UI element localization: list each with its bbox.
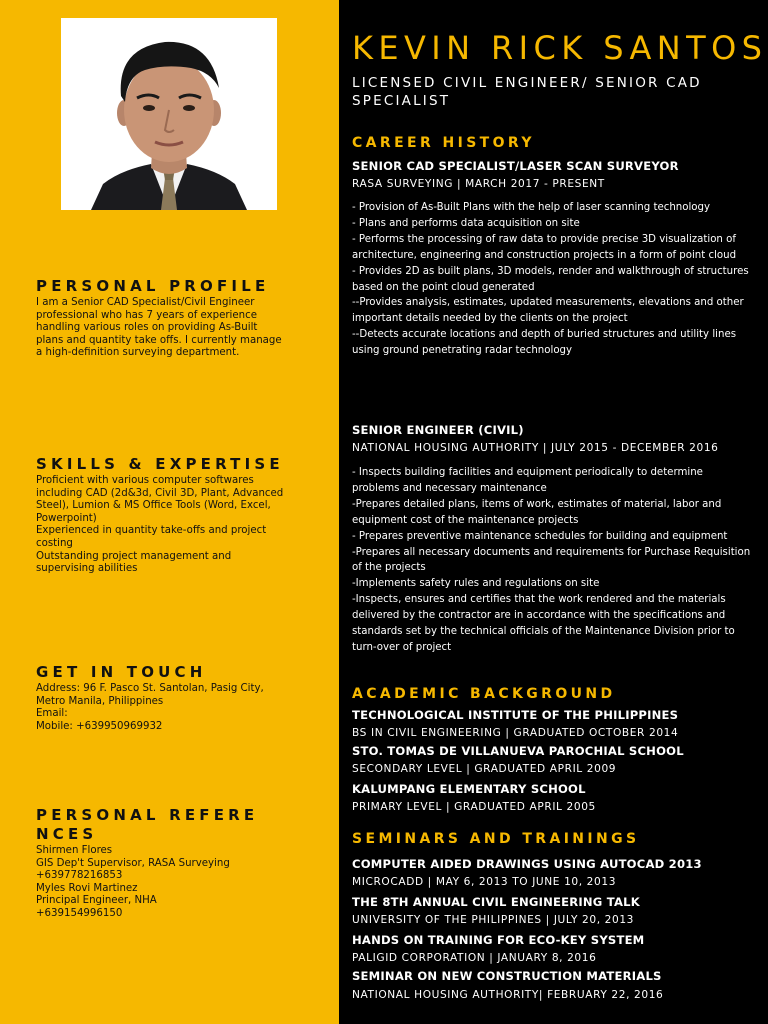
school-detail: PRIMARY LEVEL | GRADUATED APRIL 2005	[352, 801, 596, 813]
contact-text: Address: 96 F. Pasco St. Santolan, Pasig City, Metro Manila, Philippines Email: Mobile: +639950969932	[36, 683, 264, 732]
left-sidebar	[0, 0, 339, 1024]
seminars-heading: SEMINARS AND TRAININGS	[352, 831, 640, 847]
candidate-name: KEVIN RICK SANTOS	[352, 29, 768, 67]
skills-text: Proficient with various computer softwares including CAD (2d&3d, Civil 3D, Plant, Advanced Steel), Lumion & MS Office Tools (Word, Excel, Powerpoint) Experienced in quantity take-offs and project costing Outstanding project management and supervising abilities	[36, 475, 284, 575]
seminar-title: COMPUTER AIDED DRAWINGS USING AUTOCAD 2013	[352, 857, 702, 871]
seminar-title: HANDS ON TRAINING FOR ECO-KEY SYSTEM	[352, 933, 645, 947]
job-meta: NATIONAL HOUSING AUTHORITY | JULY 2015 - DECEMBER 2016	[352, 442, 719, 454]
seminar-detail: PALIGID CORPORATION | JANUARY 8, 2016	[352, 952, 597, 964]
school-detail: SECONDARY LEVEL | GRADUATED APRIL 2009	[352, 763, 617, 775]
profile-photo	[61, 18, 277, 210]
job-title: SENIOR ENGINEER (CIVIL)	[352, 423, 524, 437]
contact-heading: GET IN TOUCH	[36, 663, 207, 681]
job-title: SENIOR CAD SPECIALIST/LASER SCAN SURVEYOR	[352, 159, 679, 173]
person-portrait-icon	[61, 18, 277, 210]
seminar-detail: NATIONAL HOUSING AUTHORITY| FEBRUARY 22, 2016	[352, 989, 664, 1001]
seminar-detail: MICROCADD | MAY 6, 2013 TO JUNE 10, 2013	[352, 876, 617, 888]
school-name: TECHNOLOGICAL INSTITUTE OF THE PHILIPPINES	[352, 708, 679, 722]
academic-heading: ACADEMIC BACKGROUND	[352, 686, 616, 702]
job-meta: RASA SURVEYING | MARCH 2017 - PRESENT	[352, 178, 605, 190]
school-name: STO. TOMAS DE VILLANUEVA PAROCHIAL SCHOOL	[352, 744, 684, 758]
school-name: KALUMPANG ELEMENTARY SCHOOL	[352, 782, 586, 796]
personal-profile-heading: PERSONAL PROFILE	[36, 277, 270, 295]
personal-profile-text: I am a Senior CAD Specialist/Civil Engineer professional who has 7 years of experience handling various roles on providing As-Built plans and quantity take offs. I currently manage a high-definition surveying department.	[36, 297, 282, 359]
candidate-title: LICENSED CIVIL ENGINEER/ SENIOR CAD SPECIALIST	[352, 75, 702, 109]
school-detail: BS IN CIVIL ENGINEERING | GRADUATED OCTOBER 2014	[352, 727, 679, 739]
main-content	[339, 0, 768, 1024]
job-duties: - Inspects building facilities and equipment periodically to determine problems and necessary maintenance -Prepares detailed plans, items of work, estimates of material, labor and equipment cost of the maintenance projects - Prepares preventive maintenance schedules for building and equipment -Prepares all necessary documents and requirements for Purchase Requisition of the projects -Implements safety rules and regulations on site -Inspects, ensures and certifies that the work rendered and the materials delivered by the contractor are in accordance with the specifications and standards set by the technical officials of the Maintenance Division prior to turn-over of project	[352, 467, 751, 653]
references-heading: PERSONAL REFERE NCES	[36, 806, 259, 843]
seminar-title: SEMINAR ON NEW CONSTRUCTION MATERIALS	[352, 969, 662, 983]
career-history-heading: CAREER HISTORY	[352, 135, 535, 151]
job-duties: - Provision of As-Built Plans with the help of laser scanning technology - Plans and performs data acquisition on site - Performs the processing of raw data to provide precise 3D visualization of architecture, engineering and construction projects in a form of point cloud - Provides 2D as built plans, 3D models, render and walkthrough of structures based on the point cloud generated --Provides analysis, estimates, updated measurements, elevations and other important details needed by the clients on the project --Detects accurate locations and depth of buried structures and utility lines using ground penetrating radar technology	[352, 202, 749, 357]
references-text: Shirmen Flores GIS Dep't Supervisor, RASA Surveying +639778216853 Myles Rovi Martinez Principal Engineer, NHA +639154996150	[36, 845, 230, 919]
skills-heading: SKILLS & EXPERTISE	[36, 455, 284, 473]
seminar-detail: UNIVERSITY OF THE PHILIPPINES | JULY 20, 2013	[352, 914, 634, 926]
seminar-title: THE 8TH ANNUAL CIVIL ENGINEERING TALK	[352, 895, 640, 909]
